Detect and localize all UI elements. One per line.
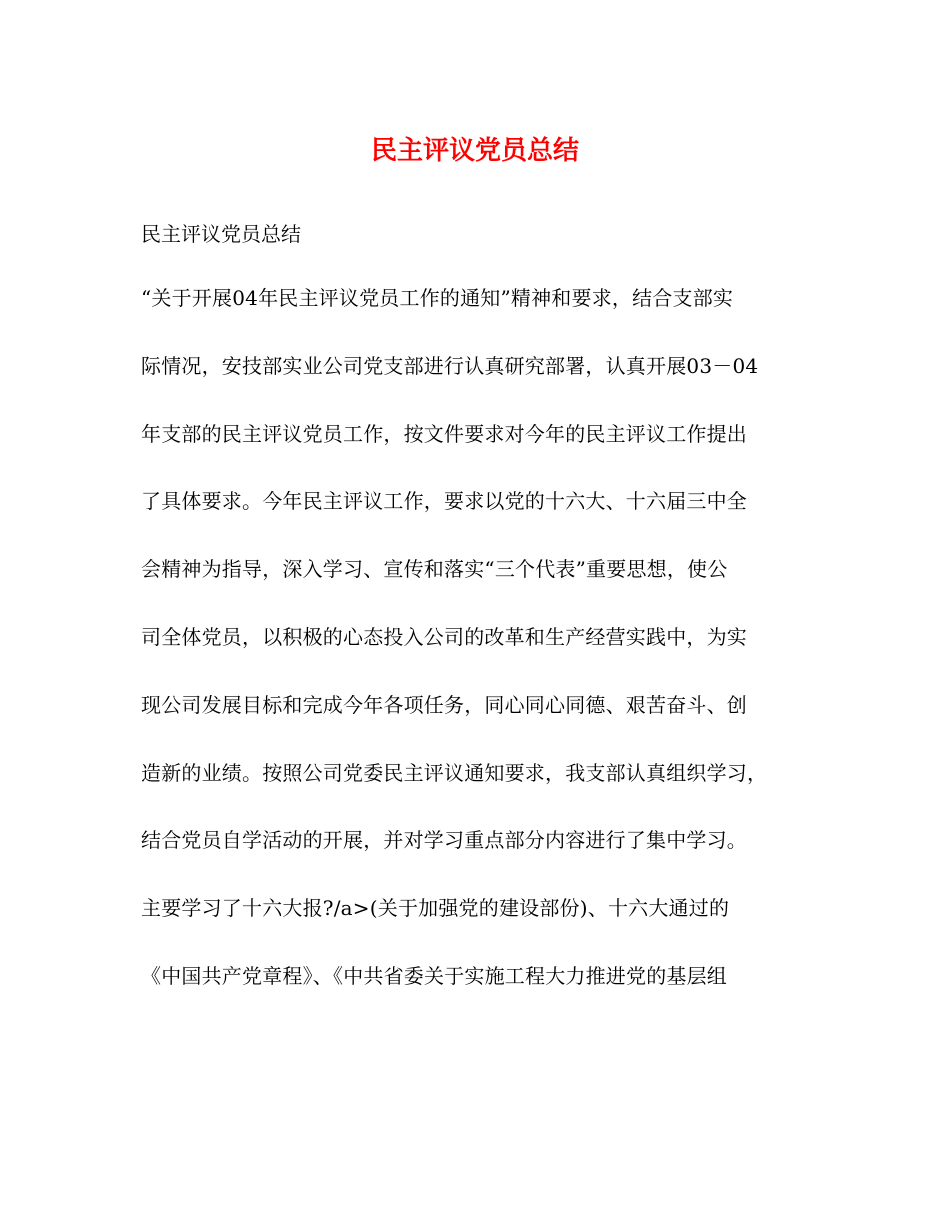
body-line: 造新的业绩。按照公司党委民主评议通知要求，我支部认真组织学习， [141, 760, 768, 785]
body-line: “关于开展04年民主评议党员工作的通知”精神和要求，结合支部实 [141, 286, 734, 310]
body-line: 主要学习了十六大报?/a>(关于加强党的建设部份)、十六大通过的 [141, 896, 730, 921]
body-line: 际情况，安技部实业公司党支部进行认真研究部署，认真开展03－04 [141, 353, 759, 378]
body-line: 《中国共产党章程》、《中共省委关于实施工程大力推进党的基层组 [141, 963, 727, 988]
document-title: 民主评议党员总结 [370, 136, 579, 166]
body-line: 司全体党员，以积极的心态投入公司的改革和生产经营实践中，为实 [141, 624, 747, 649]
body-line: 结合党员自学活动的开展，并对学习重点部分内容进行了集中学习。 [141, 828, 747, 853]
body-line: 年支部的民主评议党员工作，按文件要求对今年的民主评议工作提出 [141, 421, 747, 446]
document-subtitle: 民主评议党员总结 [141, 222, 301, 246]
document-body [141, 280, 811, 1026]
body-line: 了具体要求。今年民主评议工作，要求以党的十六大、十六届三中全 [141, 489, 747, 514]
body-line: 现公司发展目标和完成今年各项任务，同心同心同德、艰苦奋斗、创 [141, 692, 747, 717]
body-line: 会精神为指导，深入学习、宣传和落实“三个代表”重要思想，使公 [141, 557, 728, 582]
